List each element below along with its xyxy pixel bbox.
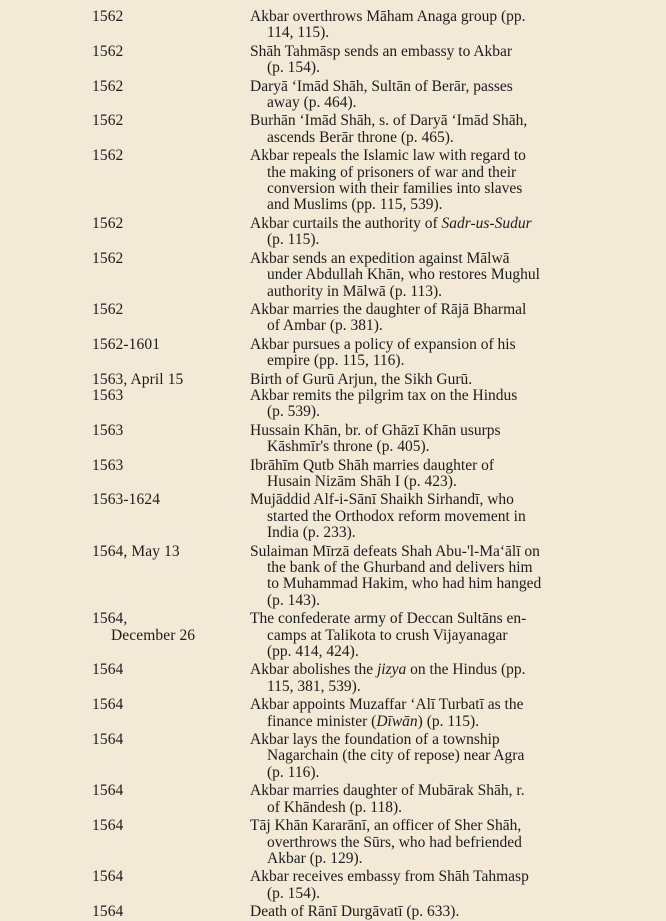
entry-text-line: (p. 539). xyxy=(267,403,320,421)
entry-date-line: 1562 xyxy=(92,77,124,95)
entry-description: Akbar abolishes the jizya on the Hindus (pp. 115, 381, 539). xyxy=(250,661,526,695)
entry-description xyxy=(250,783,622,816)
entry-text-line: started the Orthodox reform movement in xyxy=(267,507,526,525)
entry-date-line: 1562 xyxy=(92,112,124,130)
entry-description xyxy=(250,544,622,610)
entry-date xyxy=(92,611,195,644)
entry-date-line: 1564 xyxy=(92,696,124,714)
entry-date xyxy=(92,869,123,885)
entry-text-line: overthrows the Sūrs, who had befriended xyxy=(267,833,522,851)
entry-text-line: Daryā ‘Imād Shāh, Sultān of Berār, passes xyxy=(250,77,513,95)
italic-term: Sadr-us-Sudur xyxy=(441,214,532,232)
entry-text-line: Akbar repeals the Islamic law with regard to xyxy=(250,147,526,165)
entry-text-line: empire (pp. 115, 116). xyxy=(267,352,405,370)
entry-description xyxy=(250,251,622,300)
entry-description xyxy=(250,458,622,491)
entry-date-line: 1563, April 15 xyxy=(92,370,184,388)
entry-text-line: Akbar marries daughter of Mubārak Shāh, r. xyxy=(250,782,525,800)
entry-date xyxy=(92,79,123,95)
entry-description xyxy=(250,611,622,660)
entry-text-line: Ibrāhīm Qutb Shāh marries daughter of xyxy=(250,456,495,474)
timeline-entry xyxy=(0,783,666,816)
entry-date-line: 1563 xyxy=(92,386,124,404)
entry-text-line: 114, 115). xyxy=(267,24,330,42)
entry-text-line: (p. 154). xyxy=(267,59,320,77)
timeline-entry xyxy=(0,662,666,695)
timeline-entry xyxy=(0,818,666,867)
entry-date-line: 1562 xyxy=(92,249,124,267)
entry-description xyxy=(250,869,622,902)
entry-text-line: Hussain Khān, br. of Ghāzī Khān usurps xyxy=(250,421,501,439)
timeline-entry xyxy=(0,337,666,370)
entry-date xyxy=(92,113,123,129)
timeline-entry xyxy=(0,869,666,902)
entry-date-line: 1563-1624 xyxy=(92,491,161,509)
entry-text-line: Akbar pursues a policy of expansion of his xyxy=(250,335,516,353)
timeline-entry xyxy=(0,697,666,730)
entry-date-line: 1564 xyxy=(92,868,124,886)
entry-date-line: December 26 xyxy=(111,626,196,644)
timeline-entry xyxy=(0,492,666,541)
entry-date-line: 1564 xyxy=(92,782,124,800)
entry-description xyxy=(250,372,622,388)
entry-date xyxy=(92,148,123,164)
entry-date xyxy=(92,818,123,834)
italic-term: Dīwān xyxy=(376,712,418,730)
entry-text-line: the bank of the Ghurband and delivers him xyxy=(267,559,533,576)
entry-date xyxy=(92,662,123,678)
entry-text-line: Mujāddid Alf-i-Sānī Shaikh Sirhandī, who xyxy=(250,491,514,509)
entry-date xyxy=(92,216,123,232)
entry-text-line: (p. 116). xyxy=(267,763,320,781)
entry-text-line: (p. 154). xyxy=(267,884,320,902)
timeline-entry xyxy=(0,458,666,491)
entry-description xyxy=(250,904,622,920)
entry-text-line: Husain Nizām Shāh I (p. 423). xyxy=(267,472,457,490)
entry-text-line: Akbar receives embassy from Shāh Tahmasp xyxy=(250,868,529,886)
entry-date xyxy=(92,458,123,474)
entry-description xyxy=(250,302,622,335)
entry-text-line: Akbar marries the daughter of Rājā Bharmal xyxy=(250,300,527,318)
entry-description xyxy=(250,79,622,112)
entry-text-line: Akbar (p. 129). xyxy=(267,849,363,867)
timeline-entry xyxy=(0,372,666,388)
entry-text-line: authority in Mālwā (p. 113). xyxy=(267,282,443,300)
entry-text-line: (p. 143). xyxy=(267,591,320,609)
entry-text-line: of Khāndesh (p. 118). xyxy=(267,798,403,816)
entry-date-line: 1564 xyxy=(92,903,124,921)
entry-date-line: 1564, May 13 xyxy=(92,542,180,560)
entry-description xyxy=(250,818,622,867)
entry-text-line: (pp. 414, 424). xyxy=(267,643,359,661)
entry-date-line: 1564, xyxy=(92,610,128,628)
timeline-entry xyxy=(0,904,666,920)
entry-text-line: The confederate army of Deccan Sultāns en- xyxy=(250,610,527,628)
entry-date xyxy=(92,783,123,799)
entry-text-line: Sulaiman Mīrzā defeats Shah Abu-'l-Ma‘ālī on xyxy=(250,542,540,560)
entry-text-line: and Muslims (pp. 115, 539). xyxy=(267,196,443,214)
timeline-entry xyxy=(0,611,666,660)
entry-date-line: 1562-1601 xyxy=(92,335,161,353)
entry-text-line: under Abdullah Khān, who restores Mughul xyxy=(267,266,540,284)
entry-date-line: 1564 xyxy=(92,817,124,835)
entry-text-line: Akbar remits the pilgrim tax on the Hindus xyxy=(250,386,518,404)
entry-text-line: Nagarchain (the city of repose) near Agra xyxy=(267,747,525,765)
chronology-list xyxy=(0,9,666,921)
entry-date xyxy=(92,372,183,388)
timeline-entry xyxy=(0,302,666,335)
entry-date xyxy=(92,904,123,920)
entry-text-line: Akbar overthrows Māham Anaga group (pp. xyxy=(250,8,526,25)
timeline-entry xyxy=(0,44,666,77)
entry-date-line: 1562 xyxy=(92,214,124,232)
entry-date xyxy=(92,302,123,318)
entry-date-line: 1562 xyxy=(92,42,124,60)
timeline-entry xyxy=(0,216,666,249)
entry-date xyxy=(92,388,123,404)
entry-text-line: the making of prisoners of war and their xyxy=(267,163,517,181)
entry-text-line: conversion with their families into slaves xyxy=(267,180,523,198)
entry-description xyxy=(250,388,622,421)
entry-date xyxy=(92,9,123,25)
entry-date-line: 1563 xyxy=(92,421,124,439)
entry-date xyxy=(92,732,123,748)
entry-description xyxy=(250,492,622,541)
entry-text-line: Birth of Gurū Arjun, the Sikh Gurū. xyxy=(250,370,473,388)
entry-date-line: 1563 xyxy=(92,456,124,474)
entry-description xyxy=(250,423,622,456)
entry-description xyxy=(250,113,622,146)
entry-text-line: Tāj Khān Kararānī, an officer of Sher Shāh, xyxy=(250,817,522,835)
entry-date-line: 1562 xyxy=(92,8,124,25)
timeline-entry xyxy=(0,79,666,112)
entry-text-line: Akbar sends an expedition against Mālwā xyxy=(250,249,510,267)
entry-date xyxy=(92,492,160,508)
entry-text-line: away (p. 464). xyxy=(267,94,357,112)
timeline-entry xyxy=(0,113,666,146)
entry-description xyxy=(250,337,622,370)
entry-description: Akbar curtails the authority of Sadr-us-Sudur (p. 115). xyxy=(250,214,532,249)
timeline-entry xyxy=(0,251,666,300)
entry-description xyxy=(250,148,622,214)
entry-text-line: Akbar lays the foundation of a township xyxy=(250,731,500,749)
entry-text-line: India (p. 233). xyxy=(267,524,356,542)
entry-text-line: Burhān ‘Imād Shāh, s. of Daryā ‘Imād Shāh, xyxy=(250,112,528,130)
entry-text-line: camps at Talikota to crush Vijayanagar xyxy=(267,626,508,644)
timeline-entry xyxy=(0,732,666,781)
entry-date xyxy=(92,337,160,353)
entry-text-line: Shāh Tahmāsp sends an embassy to Akbar xyxy=(250,42,513,60)
entry-date xyxy=(92,251,123,267)
entry-text-line: ascends Berār throne (p. 465). xyxy=(267,128,454,146)
entry-date-line: 1564 xyxy=(92,661,124,679)
entry-description xyxy=(250,732,622,781)
timeline-entry xyxy=(0,423,666,456)
timeline-entry xyxy=(0,544,666,610)
italic-term: jizya xyxy=(376,661,407,679)
timeline-entry xyxy=(0,388,666,421)
entry-date-line: 1564 xyxy=(92,731,124,749)
entry-date xyxy=(92,423,123,439)
entry-date-line: 1562 xyxy=(92,147,124,165)
entry-text-line: Death of Rānī Durgāvatī (p. 633). xyxy=(250,903,460,921)
timeline-entry xyxy=(0,9,666,42)
entry-date xyxy=(92,697,123,713)
entry-description xyxy=(250,44,622,77)
entry-text-line: of Ambar (p. 381). xyxy=(267,317,383,335)
entry-date xyxy=(92,44,123,60)
entry-description xyxy=(250,9,622,42)
entry-date xyxy=(92,544,180,560)
entry-text-line: to Muhammad Hakim, who had him hanged xyxy=(267,575,542,593)
entry-date-line: 1562 xyxy=(92,300,124,318)
timeline-entry xyxy=(0,148,666,214)
entry-description: Akbar appoints Muzaffar ‘Alī Turbatī as the finance minister (Dīwān) (p. 115). xyxy=(250,696,524,730)
entry-text-line: Kāshmīr's throne (p. 405). xyxy=(267,438,430,456)
